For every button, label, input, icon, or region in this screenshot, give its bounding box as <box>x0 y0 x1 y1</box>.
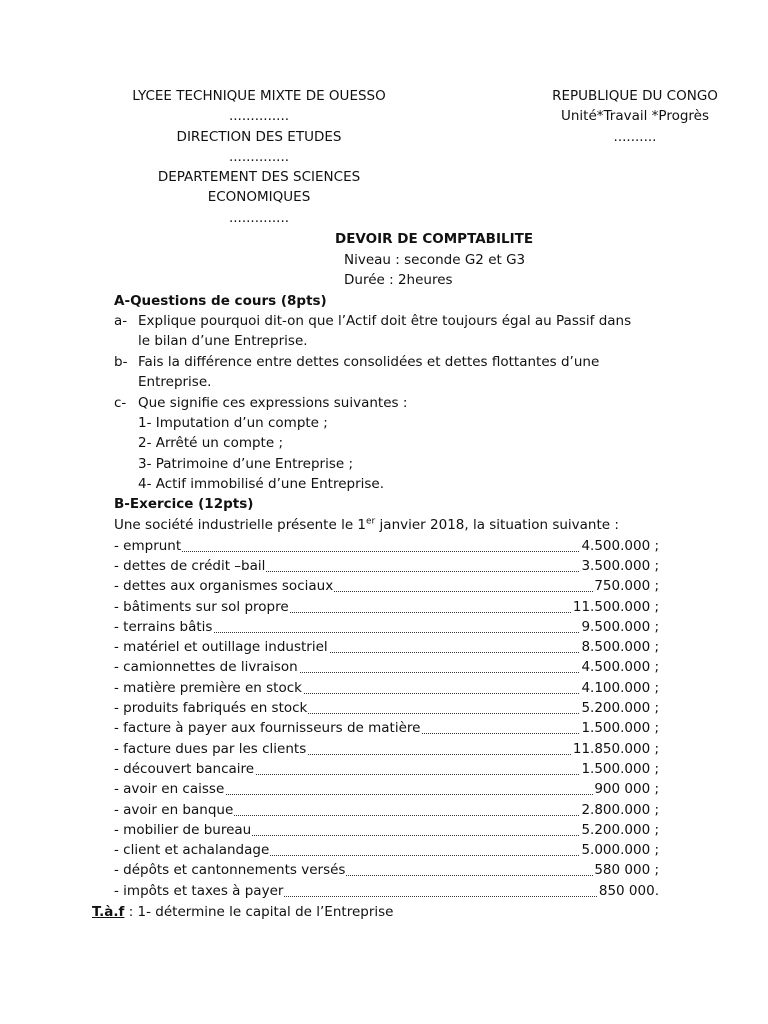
question-label: a- <box>114 313 128 329</box>
balance-item <box>114 759 659 779</box>
separator: .......... <box>613 128 657 145</box>
item-name: - dettes de crédit –bail <box>114 558 266 574</box>
separator: .............. <box>228 108 290 125</box>
balance-item <box>114 576 659 596</box>
section-b-heading <box>114 494 253 514</box>
question-b <box>114 352 599 372</box>
item-name: - produits fabriqués en stock <box>114 700 308 716</box>
sub-item: 2- Arrêté un compte ; <box>138 435 283 451</box>
item-name: - avoir en banque <box>114 802 234 818</box>
intro-text: Une société industrielle présente le 1 <box>114 517 367 533</box>
item-value: 1.500.000 ; <box>581 720 659 736</box>
item-value: 2.800.000 ; <box>581 802 659 818</box>
section-b-title: Exercice (12pts) <box>129 496 254 512</box>
balance-item <box>114 779 659 799</box>
balance-item <box>114 820 659 840</box>
item-value: 580 000 ; <box>594 862 659 878</box>
balance-item <box>114 617 659 637</box>
item-value: 1.500.000 ; <box>581 761 659 777</box>
question-a-cont: le bilan d’une Entreprise. <box>138 333 308 349</box>
item-value: 11.850.000 ; <box>572 741 659 757</box>
taf-label: T.à.f <box>92 904 125 920</box>
separator: .............. <box>228 148 290 165</box>
sub-item: 3- Patrimoine d’une Entreprise ; <box>138 456 354 472</box>
school-name: LYCEE TECHNIQUE MIXTE DE OUESSO <box>132 88 386 104</box>
exam-title: DEVOIR DE COMPTABILITE <box>335 231 534 247</box>
item-value: 5.200.000 ; <box>581 700 659 716</box>
balance-item <box>114 739 659 759</box>
item-name: - facture dues par les clients <box>114 741 307 757</box>
item-name: - avoir en caisse <box>114 781 225 797</box>
item-value: 11.500.000 ; <box>572 599 659 615</box>
item-name: - camionnettes de livraison <box>114 659 298 675</box>
country-name: REPUBLIQUE DU CONGO <box>552 88 718 104</box>
item-name: - matériel et outillage industriel <box>114 639 328 655</box>
balance-item <box>114 678 659 698</box>
section-b-label: B- <box>114 496 130 512</box>
item-name: - mobilier de bureau <box>114 822 252 838</box>
balance-item <box>114 536 659 556</box>
question-label: b- <box>114 354 128 370</box>
intro-text-end: janvier 2018, la situation suivante : <box>375 517 619 533</box>
item-name: - emprunt <box>114 538 182 554</box>
balance-item <box>114 860 659 880</box>
section-a-heading <box>114 291 327 311</box>
question-label: c- <box>114 395 127 411</box>
intro-sup: er <box>366 516 376 527</box>
country-header <box>535 86 735 147</box>
country-motto: Unité*Travail *Progrès <box>560 108 709 125</box>
balance-item <box>114 657 659 677</box>
balance-item <box>114 718 659 738</box>
balance-item <box>114 881 659 901</box>
item-name: - impôts et taxes à payer <box>114 883 284 899</box>
question-c <box>114 393 407 413</box>
sub-item: 1- Imputation d’un compte ; <box>138 415 328 431</box>
item-name: - terrains bâtis <box>114 619 213 635</box>
department-line2: ECONOMIQUES <box>207 189 311 206</box>
question-text: Que signifie ces expressions suivantes : <box>138 395 408 411</box>
question-text: Explique pourquoi dit-on que l’Actif doit être toujours égal au Passif dans <box>138 313 632 329</box>
sub-item: 4- Actif immobilisé d’une Entreprise. <box>138 476 385 492</box>
separator: .............. <box>228 209 290 226</box>
question-b-cont: Entreprise. <box>138 374 212 390</box>
taf-text: : 1- détermine le capital de l’Entreprise <box>124 904 394 920</box>
item-name: - matière première en stock <box>114 680 302 696</box>
item-value: 4.100.000 ; <box>581 680 659 696</box>
balance-item <box>114 556 659 576</box>
section-a-title: Questions de cours (8pts) <box>130 293 327 309</box>
item-value: 9.500.000 ; <box>581 619 659 635</box>
exam-level: Niveau : seconde G2 et G3 <box>344 252 526 268</box>
section-a-label: A- <box>114 293 131 309</box>
balance-item <box>114 637 659 657</box>
balance-item <box>114 840 659 860</box>
taf-instruction <box>92 902 393 922</box>
item-value: 750.000 ; <box>594 578 659 594</box>
item-name: - dettes aux organismes sociaux <box>114 578 334 594</box>
balance-item <box>114 698 659 718</box>
item-value: 5.200.000 ; <box>581 822 659 838</box>
item-value: 5.000.000 ; <box>581 842 659 858</box>
question-text: Fais la différence entre dettes consolidées et dettes flottantes d’une <box>138 354 600 370</box>
department-line1: DEPARTEMENT DES SCIENCES <box>157 169 361 186</box>
direction-name: DIRECTION DES ETUDES <box>176 128 342 145</box>
item-value: 8.500.000 ; <box>581 639 659 655</box>
balance-item <box>114 800 659 820</box>
item-name: - découvert bancaire <box>114 761 255 777</box>
item-value: 3.500.000 ; <box>581 558 659 574</box>
item-name: - dépôts et cantonnements versés <box>114 862 346 878</box>
exercise-intro <box>114 515 619 535</box>
balance-item <box>114 597 659 617</box>
item-value: 4.500.000 ; <box>581 659 659 675</box>
item-value: 900 000 ; <box>594 781 659 797</box>
item-name: - client et achalandage <box>114 842 270 858</box>
item-name: - bâtiments sur sol propre <box>114 599 289 615</box>
exam-duration: Durée : 2heures <box>344 272 453 288</box>
item-value: 4.500.000 ; <box>581 538 659 554</box>
item-value: 850 000. <box>598 883 659 899</box>
question-a <box>114 311 631 331</box>
item-name: - facture à payer aux fournisseurs de matière <box>114 720 421 736</box>
school-header <box>100 86 418 228</box>
